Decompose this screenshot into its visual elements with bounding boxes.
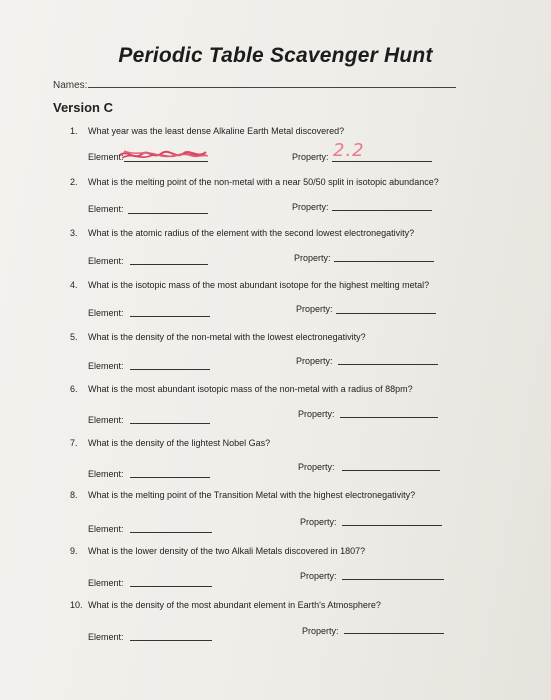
question-text: What is the most abundant isotopic mass of the non-metal with a radius of 88pm? bbox=[88, 384, 413, 394]
question-text: What is the lower density of the two Alkali Metals discovered in 1807? bbox=[88, 546, 366, 556]
question-text: What year was the least dense Alkaline Earth Metal discovered? bbox=[88, 126, 345, 136]
question-number: 7. bbox=[70, 438, 78, 448]
element-label: Element: bbox=[88, 256, 124, 266]
property-answer-line[interactable] bbox=[334, 261, 434, 262]
property-label: Property: bbox=[296, 356, 333, 366]
scribbled-out-answer bbox=[118, 147, 210, 163]
element-answer-line[interactable] bbox=[130, 264, 208, 265]
element-label: Element: bbox=[88, 632, 124, 642]
property-label: Property: bbox=[296, 304, 333, 314]
question-text: What is the isotopic mass of the most abundant isotope for the highest melting metal? bbox=[88, 280, 430, 290]
property-label: Property: bbox=[292, 152, 329, 162]
property-answer-line[interactable] bbox=[338, 364, 438, 365]
question-number: 2. bbox=[70, 177, 78, 187]
question-text: What is the atomic radius of the element with the second lowest electronegativity? bbox=[88, 228, 415, 238]
question-text: What is the density of the lightest Nobel Gas? bbox=[88, 438, 271, 448]
question-number: 5. bbox=[70, 332, 78, 342]
property-label: Property: bbox=[300, 517, 337, 527]
question-5 bbox=[70, 332, 366, 342]
element-answer-line[interactable] bbox=[130, 423, 210, 424]
property-label: Property: bbox=[298, 462, 335, 472]
property-answer-line[interactable] bbox=[332, 161, 432, 162]
question-7 bbox=[70, 438, 270, 448]
question-text: What is the melting point of the non-metal with a near 50/50 split in isotopic abundance? bbox=[88, 177, 439, 187]
element-label: Element: bbox=[88, 524, 124, 534]
element-label: Element: bbox=[88, 152, 124, 162]
element-label: Element: bbox=[88, 415, 124, 425]
element-answer-line[interactable] bbox=[128, 213, 208, 214]
property-answer-line[interactable] bbox=[342, 525, 442, 526]
element-answer-line[interactable] bbox=[130, 640, 212, 641]
question-number: 3. bbox=[70, 228, 78, 238]
element-label: Element: bbox=[88, 578, 124, 588]
element-answer-line[interactable] bbox=[130, 477, 210, 478]
question-number: 1. bbox=[70, 126, 78, 136]
property-label: Property: bbox=[302, 626, 339, 636]
property-label: Property: bbox=[294, 253, 331, 263]
property-label: Property: bbox=[300, 571, 337, 581]
property-handwritten-answer: 2.2 bbox=[333, 140, 365, 161]
property-label: Property: bbox=[292, 202, 329, 212]
element-answer-line[interactable] bbox=[130, 586, 212, 587]
version-heading: Version C bbox=[53, 100, 113, 115]
question-number: 4. bbox=[70, 280, 78, 290]
element-answer-line[interactable] bbox=[130, 316, 210, 317]
question-number: 9. bbox=[70, 546, 78, 556]
question-3 bbox=[70, 228, 414, 238]
names-label: Names: bbox=[53, 80, 88, 91]
property-answer-line[interactable] bbox=[332, 210, 432, 211]
element-label: Element: bbox=[88, 204, 124, 214]
question-number: 8. bbox=[70, 490, 78, 500]
element-label: Element: bbox=[88, 469, 124, 479]
question-10 bbox=[70, 600, 381, 610]
element-label: Element: bbox=[88, 361, 124, 371]
question-text: What is the density of the non-metal with the lowest electronegativity? bbox=[88, 332, 366, 342]
property-label: Property: bbox=[298, 409, 335, 419]
element-answer-line[interactable] bbox=[130, 532, 212, 533]
question-4 bbox=[70, 280, 429, 290]
names-line bbox=[88, 87, 456, 88]
page-title: Periodic Table Scavenger Hunt bbox=[118, 44, 433, 67]
question-number: 6. bbox=[70, 384, 78, 394]
element-answer-line[interactable] bbox=[130, 369, 210, 370]
property-answer-line[interactable] bbox=[344, 633, 444, 634]
question-9 bbox=[70, 546, 365, 556]
property-answer-line[interactable] bbox=[342, 579, 444, 580]
question-2 bbox=[70, 177, 439, 187]
question-1 bbox=[70, 126, 344, 136]
question-6 bbox=[70, 384, 413, 394]
property-answer-line[interactable] bbox=[336, 313, 436, 314]
question-8 bbox=[70, 490, 415, 500]
question-text: What is the density of the most abundant element in Earth's Atmosphere? bbox=[88, 600, 381, 610]
question-text: What is the melting point of the Transition Metal with the highest electronegativity? bbox=[88, 490, 416, 500]
element-label: Element: bbox=[88, 308, 124, 318]
property-answer-line[interactable] bbox=[340, 417, 438, 418]
question-number: 10. bbox=[70, 600, 83, 610]
property-answer-line[interactable] bbox=[342, 470, 440, 471]
